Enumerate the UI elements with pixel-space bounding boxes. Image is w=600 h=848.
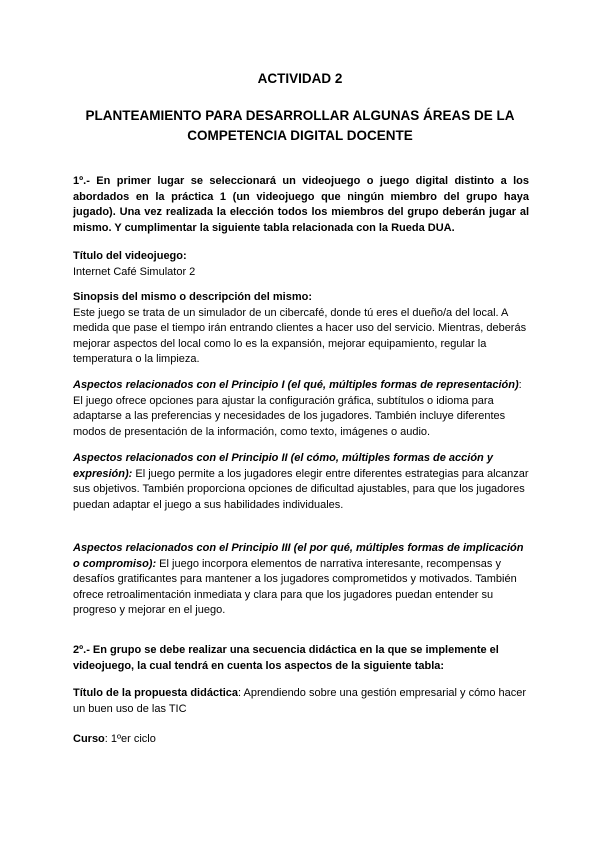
- principle1-colon: :: [518, 379, 522, 391]
- synopsis-label: Sinopsis del mismo o descripción del mismo:: [73, 291, 312, 303]
- game-title-label: Título del videojuego:: [73, 250, 187, 262]
- game-title-value: Internet Café Simulator 2: [73, 265, 196, 278]
- synopsis-field: [73, 290, 529, 368]
- principle2-label: Aspectos relacionados con el Principio II (el cómo, múltiples formas de acción y expresión):: [73, 452, 493, 480]
- principle3-paragraph: [73, 541, 529, 619]
- synopsis-text: Este juego se trata de un simulador de un cibercafé, donde tú eres el dueño/a del local. A medida que pase el tiempo irán entrando clientes a hacer uso del servicio. Mientras, deberás mejorar aspectos del local como lo es la expansión, mejorar equipamiento, regular la temperatura o la limpieza.: [73, 306, 527, 366]
- principle1-label: Aspectos relacionados con el Principio I (el qué, múltiples formas de representación): [73, 379, 519, 391]
- proposal-title-label: Título de la propuesta didáctica: [73, 687, 239, 699]
- principle1-text: El juego ofrece opciones para ajustar la configuración gráfica, subtítulos o idioma para adaptarse a las preferencias y necesidades de los jugadores. También incluye diferentes modos de presentación de la información, como texto, imágenes o audio.: [73, 394, 506, 438]
- principle3-text: El juego incorpora elementos de narrativa interesante, recompensas y desafíos gratificantes para mantener a los jugadores comprometidos y motivados. También ofrece retroalimentación inmediata y clara para que los jugadores puedan entender su progreso y mejorar en el juego.: [73, 557, 517, 617]
- course-label: Curso: [73, 733, 105, 745]
- principle2-text: El juego permite a los jugadores elegir entre diferentes estrategias para alcanzar sus objetivos. También proporciona opciones de dificultad ajustables, para que los jugadores puedan adaptar el juego a sus habilidades individuales.: [73, 467, 529, 511]
- proposal-title-field: [73, 686, 529, 717]
- activity-title: ACTIVIDAD 2: [257, 71, 343, 86]
- game-title-field: [73, 249, 529, 280]
- principle2-paragraph: [73, 451, 529, 513]
- section1-instructions: 1º.- En primer lugar se seleccionará un videojuego o juego digital distinto a los abordados en la práctica 1 (un videojuego que ningún miembro del grupo haya jugado). Una vez realizada la elección todos los miembros del grupo deberán jugar al mismo. Y cumplimentar la siguiente tabla relacionada con la Rueda DUA.: [73, 175, 529, 234]
- section2-instructions: 2º.- En grupo se debe realizar una secuencia didáctica en la que se implemente el videojuego, la cual tendrá en cuenta los aspectos de la siguiente tabla:: [73, 644, 499, 672]
- proposal-title-value: : Aprendiendo sobre una gestión empresarial y cómo hacer un buen uso de las TIC: [73, 687, 527, 715]
- principle3-label: Aspectos relacionados con el Principio III (el por qué, múltiples formas de implicación o compromiso):: [73, 542, 524, 570]
- principle1-paragraph: [73, 378, 529, 440]
- course-field: [73, 732, 529, 748]
- course-value: : 1ºer ciclo: [104, 733, 156, 745]
- document-subtitle: PLANTEAMIENTO PARA DESARROLLAR ALGUNAS ÁREAS DE LA COMPETENCIA DIGITAL DOCENTE: [85, 108, 515, 143]
